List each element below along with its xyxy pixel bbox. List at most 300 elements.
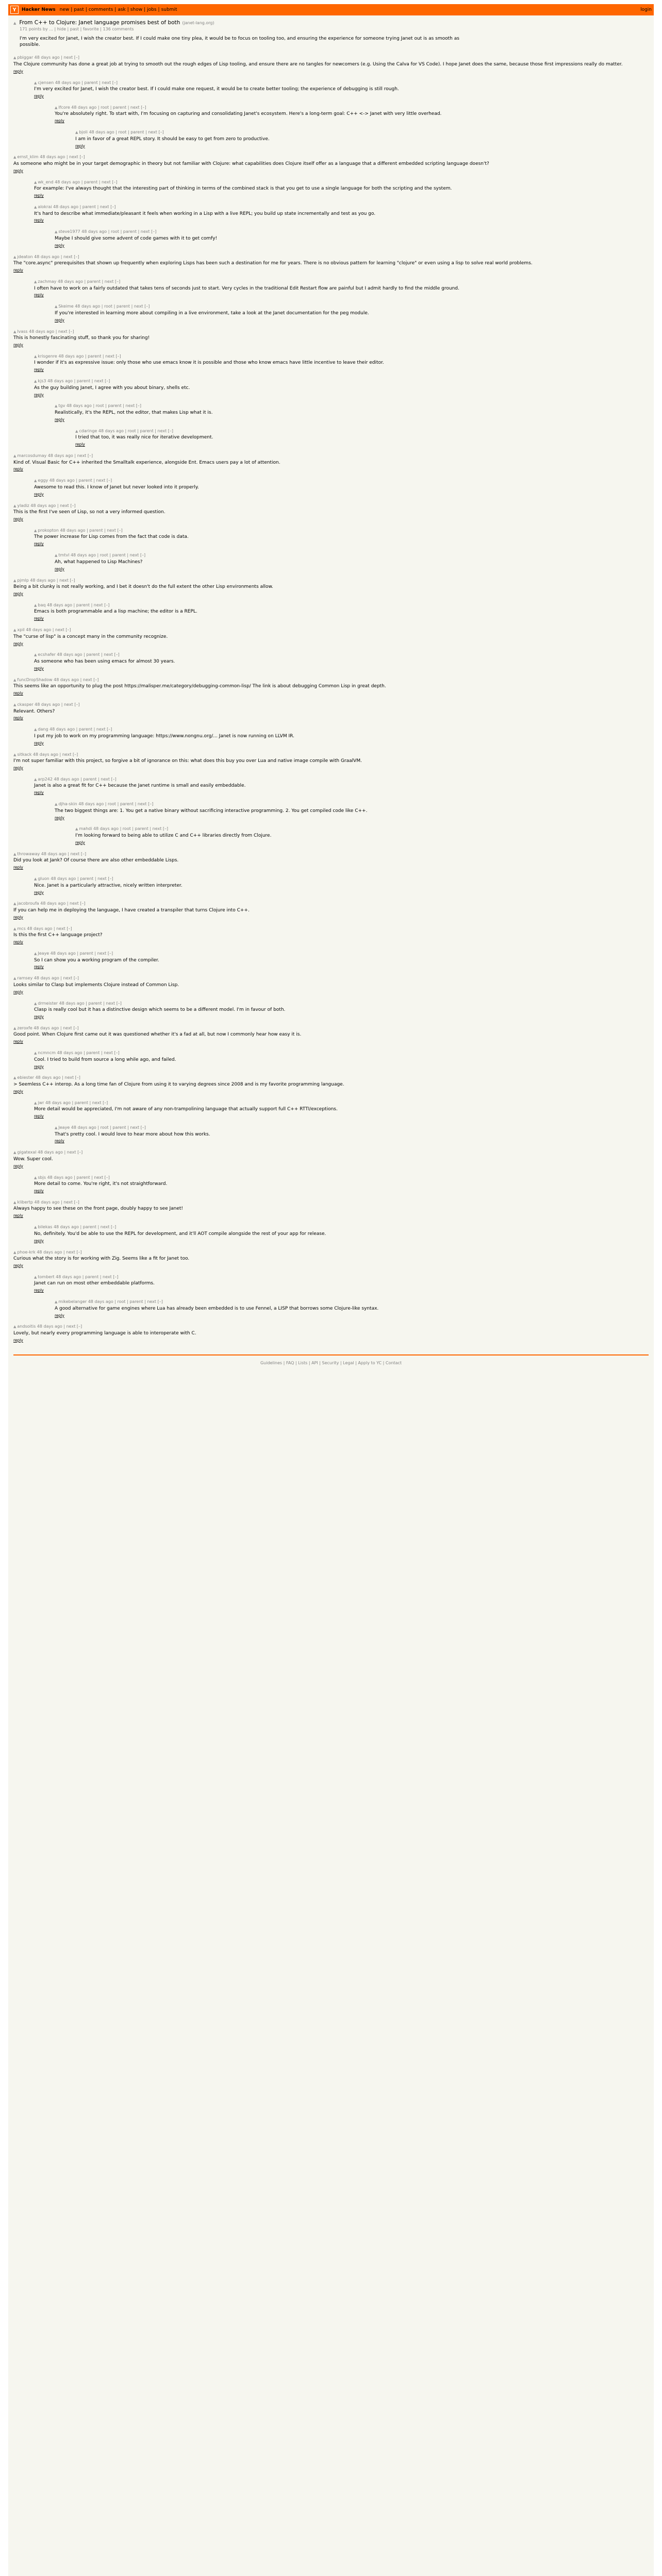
upvote-icon[interactable]: ▲ — [55, 1126, 58, 1130]
comment-meta[interactable] — [55, 802, 649, 807]
upvote-icon[interactable]: ▲ — [55, 230, 58, 234]
comment — [13, 852, 649, 871]
comment-text: Emacs is both programmable and a lisp machine; the editor is a REPL. — [34, 609, 197, 615]
upvote-icon[interactable]: ▲ — [13, 628, 16, 633]
comment-meta[interactable] — [75, 130, 649, 135]
comment — [34, 1175, 649, 1195]
reply-link[interactable]: reply — [13, 591, 23, 596]
nav-link-past[interactable]: past — [74, 7, 84, 12]
upvote-icon[interactable]: ▲ — [13, 255, 16, 259]
upvote-icon[interactable]: ▲ — [34, 180, 37, 184]
comment-meta-text: Skeime 48 days ago | root | parent | next [–] — [58, 304, 150, 309]
comment-meta-text: steve1977 48 days ago | root | parent | next [–] — [58, 229, 157, 234]
reply-link[interactable]: reply — [34, 790, 44, 795]
comment-meta[interactable] — [13, 503, 649, 509]
comment-meta-text: wk_end 48 days ago | parent | next [–] — [38, 179, 118, 184]
reply-link[interactable]: reply — [34, 1114, 44, 1119]
reply-link[interactable]: reply — [34, 193, 44, 198]
comment-meta-text: mahdi 48 days ago | root | parent | next [–] — [79, 826, 169, 832]
upvote-icon[interactable]: ▲ — [13, 56, 16, 60]
reply-link[interactable]: reply — [13, 268, 23, 273]
comment-meta-text: Jeaye 48 days ago | parent | next [–] — [38, 951, 113, 956]
comment — [34, 279, 649, 299]
reply-link[interactable]: reply — [13, 641, 23, 646]
nav-separator: | — [114, 7, 117, 12]
reply-link[interactable]: reply — [75, 442, 85, 447]
reply-link[interactable]: reply — [34, 1064, 44, 1069]
comment-meta[interactable] — [13, 852, 649, 857]
upvote-icon[interactable]: ▲ — [13, 21, 16, 25]
upvote-icon[interactable]: ▲ — [34, 603, 37, 607]
nav-link-comments[interactable]: comments — [88, 7, 113, 12]
comment-meta-text: pbiggar 48 days ago | next [–] — [17, 55, 79, 60]
comment-text: I wonder if it's as expressive issue: only those who use emacs know it is possible and those who know emacs have little incentive to leave their editor. — [34, 360, 384, 366]
upvote-icon[interactable]: ▲ — [34, 205, 37, 210]
comment-text: Kind of. Visual Basic for C++ inherited the Smalltalk experience, alongside Ent. Emacs users pay a lot of attention. — [13, 460, 280, 465]
upvote-icon[interactable]: ▲ — [13, 926, 16, 931]
comment — [34, 1100, 649, 1120]
comment-text: Cool. I tried to build from source a long while ago, and failed. — [34, 1057, 176, 1062]
comment — [34, 1001, 649, 1021]
story-text: I'm very excited for Janet, I wish the creator best. If I could make one tiny plea, it would be to focus on tooling too, and ensuring the experience for someone trying Janet out is as smooth as possible. — [20, 36, 459, 48]
comment-meta[interactable] — [34, 354, 649, 360]
comment-meta[interactable] — [13, 1324, 649, 1330]
upvote-icon[interactable]: ▲ — [34, 528, 37, 533]
reply-link[interactable]: reply — [13, 168, 23, 173]
comment-meta-text: klibertp 48 days ago | next [–] — [17, 1199, 79, 1205]
upvote-icon[interactable]: ▲ — [34, 777, 37, 782]
comment-meta-text: ebiester 48 days ago | next [–] — [17, 1075, 80, 1080]
comment-text: As the guy building Janet, I agree with you about binary, shells etc. — [34, 385, 190, 391]
footer: Guidelines | FAQ | Lists | API | Security | Legal | Apply to YC | Contact — [13, 1354, 649, 1365]
comment-meta-text: mikebelanger 48 days ago | root | parent | next [–] — [58, 1299, 163, 1304]
reply-link[interactable]: reply — [13, 691, 23, 696]
comment-text: > Seemless C++ interop. As a long time fan of Clojure from using it to varying degrees since 2008 and is my favorite programming language. — [13, 1082, 344, 1087]
comment-meta[interactable] — [55, 105, 649, 111]
reply-link[interactable]: reply — [55, 417, 64, 422]
comment-meta-text: gigatexal 48 days ago | next [–] — [17, 1150, 83, 1155]
comment-meta-text: andsoitis 48 days ago | next [–] — [17, 1324, 82, 1329]
upvote-icon[interactable]: ▲ — [13, 454, 16, 459]
upvote-icon[interactable]: ▲ — [55, 404, 58, 409]
reply-link[interactable]: reply — [13, 1337, 23, 1343]
comment-meta[interactable] — [13, 1250, 649, 1256]
reply-link[interactable]: reply — [55, 1313, 64, 1318]
reply-link[interactable]: reply — [75, 840, 85, 845]
reply-link[interactable]: reply — [13, 1039, 23, 1044]
comment-meta-text: cjensen 48 days ago | parent | next [–] — [38, 80, 118, 85]
comment-meta-text: yladiz 48 days ago | next [–] — [17, 503, 76, 508]
reply-link[interactable]: reply — [34, 890, 44, 895]
comment-text: I'm looking forward to being able to utilize C and C++ libraries directly from Clojure. — [75, 833, 272, 839]
comment-text: Relevant. Others? — [13, 708, 55, 714]
upvote-icon[interactable]: ▲ — [34, 727, 37, 732]
comment — [34, 205, 649, 224]
site-title[interactable]: Hacker News — [22, 7, 56, 12]
comment-meta-text: ecshafer 48 days ago | parent | next [–] — [38, 652, 120, 657]
comment-meta-text: djha-skin 48 days ago | root | parent | next [–] — [58, 802, 154, 807]
nav-separator: | — [71, 7, 73, 12]
comment-text: The Clojure community has done a great job at trying to smooth out the rough edges of Lisp tooling, and ensure there are no tangles for newcomers (e.g. Using the Calva for VS Code). I hope Janet does the same, because those first impressions really do matter. — [13, 61, 623, 67]
comment — [34, 951, 649, 971]
comment-text: More detail to come. You're right, it's not straightforward. — [34, 1181, 168, 1187]
comment-meta-text: ernst_klim 48 days ago | next [–] — [17, 155, 85, 160]
upvote-icon[interactable]: ▲ — [34, 80, 37, 85]
comment-text: Ah, what happened to Lisp Machines? — [55, 559, 143, 565]
upvote-icon[interactable]: ▲ — [13, 329, 16, 334]
comment-meta-text: xpil 48 days ago | next [–] — [17, 628, 71, 633]
upvote-icon[interactable]: ▲ — [34, 1051, 37, 1056]
reply-link[interactable]: reply — [34, 293, 44, 298]
comment-meta[interactable] — [34, 528, 649, 534]
reply-link[interactable]: reply — [34, 541, 44, 547]
reply-link[interactable]: reply — [34, 94, 44, 98]
comment-meta-text: tmtvl 48 days ago | root | parent | next [–] — [58, 553, 146, 558]
comment-text: A good alternative for game engines where Lua has already been embedded is to use Fennel, a LISP that borrows some Clojure-like syntax. — [55, 1306, 379, 1311]
comment-meta[interactable] — [34, 180, 649, 185]
reply-link[interactable]: reply — [13, 716, 23, 721]
comment-text: The two biggest things are: 1. You get a native binary without sacrificing interactive programming. 2. You get compiled code like C++. — [55, 808, 368, 814]
comment-text: Is this the first C++ language project? — [13, 933, 103, 938]
comment-meta[interactable] — [55, 229, 649, 235]
comment-meta-text: eggy 48 days ago | parent | next [–] — [38, 478, 112, 483]
comment — [75, 826, 649, 846]
comment-meta[interactable] — [34, 1175, 649, 1181]
reply-link[interactable]: reply — [55, 815, 64, 820]
story — [8, 15, 654, 50]
comment-meta-text: bilekas 48 days ago | parent | next [–] — [38, 1225, 117, 1230]
comment — [13, 976, 649, 995]
comment-text: Janet can run on most other embeddable platforms. — [34, 1281, 155, 1286]
upvote-icon[interactable]: ▲ — [13, 902, 16, 906]
upvote-icon[interactable]: ▲ — [34, 951, 37, 956]
comment — [13, 677, 649, 697]
comment-text: I often have to work on a fairly outdated that takes tens of seconds just to start. Very cycles in the traditional Edit Restart flow are painful but I admit hardly to find the middle ground. — [34, 285, 459, 291]
comment — [34, 354, 649, 374]
reply-link[interactable]: reply — [55, 317, 64, 323]
comment-meta[interactable] — [34, 205, 649, 210]
reply-link[interactable]: reply — [13, 1213, 23, 1218]
comment-text: Awesome to read this. I know of Janet but never looked into it properly. — [34, 484, 199, 490]
comment — [55, 802, 649, 821]
comment-meta[interactable] — [13, 578, 649, 584]
comment-meta-text: krisgenre 48 days ago | parent | next [–] — [38, 353, 121, 359]
upvote-icon[interactable]: ▲ — [13, 1200, 16, 1205]
reply-link[interactable]: reply — [75, 143, 85, 148]
comment-meta-text: drmeister 48 days ago | parent | next [–] — [38, 1001, 122, 1006]
upvote-icon[interactable]: ▲ — [13, 677, 16, 682]
upvote-icon[interactable]: ▲ — [75, 429, 78, 433]
comment-meta[interactable] — [13, 926, 649, 932]
comment-meta[interactable] — [13, 453, 649, 459]
reply-link[interactable]: reply — [34, 1238, 44, 1243]
comment-meta-text: tgv 48 days ago | root | parent | next [–] — [58, 403, 142, 409]
upvote-icon[interactable]: ▲ — [34, 1275, 37, 1279]
comment-meta[interactable] — [34, 1001, 649, 1007]
comment-meta[interactable] — [55, 1125, 649, 1131]
comment-text: For example: I've always thought that the interesting part of thinking in terms of the combined stack is that you get to use a single language for both the scripting and the system. — [34, 186, 452, 192]
reply-link[interactable]: reply — [34, 740, 44, 745]
reply-link[interactable]: reply — [34, 616, 44, 621]
upvote-icon[interactable]: ▲ — [13, 752, 16, 757]
comment-meta[interactable] — [34, 1225, 649, 1230]
upvote-icon[interactable]: ▲ — [13, 1076, 16, 1080]
upvote-icon[interactable]: ▲ — [13, 1250, 16, 1255]
upvote-icon[interactable]: ▲ — [75, 827, 78, 832]
reply-link[interactable]: reply — [13, 342, 23, 347]
comment — [55, 1125, 649, 1145]
reply-link[interactable]: reply — [34, 666, 44, 671]
reply-link[interactable]: reply — [55, 566, 64, 571]
comment — [34, 180, 649, 199]
comment-text: More detail would be appreciated, I'm not aware of any non-trampolining language that actually support full C++ RTTI/exceptions. — [34, 1107, 338, 1112]
comment-meta[interactable] — [34, 652, 649, 658]
nav-link-jobs[interactable]: jobs — [147, 7, 157, 12]
comment-text: Maybe I should give some advent of code games with it to get comfy! — [55, 235, 218, 241]
nav-links — [60, 7, 177, 12]
upvote-icon[interactable]: ▲ — [13, 155, 16, 160]
reply-link[interactable]: reply — [55, 1139, 64, 1144]
comment-text: If you're interested in learning more about compiling in a live environment, take a look at the Janet documentation for the peg module. — [55, 310, 369, 316]
comment-meta[interactable] — [13, 628, 649, 633]
comment-text: Being a bit clunky is not really working, and I bet it doesn't do the full extent the other Lisp environments allow. — [13, 584, 273, 590]
comment-meta[interactable] — [34, 379, 649, 384]
upvote-icon[interactable]: ▲ — [34, 1175, 37, 1180]
comment-meta[interactable] — [13, 255, 649, 260]
comment-meta[interactable] — [13, 1026, 649, 1031]
reply-link[interactable]: reply — [34, 492, 44, 497]
login-link[interactable]: login — [640, 7, 652, 12]
comment-text: Curious what the story is for working with Zig. Seems like a fit for Janet too. — [13, 1256, 190, 1262]
comment-meta[interactable] — [55, 553, 649, 558]
nav-link-new[interactable]: new — [59, 7, 70, 12]
upvote-icon[interactable]: ▲ — [13, 1150, 16, 1155]
comment-text: This seems like an opportunity to plug the post https://malisper.me/category/debugging-common-lisp/ The link is about debugging Common Lisp in great depth. — [13, 684, 386, 689]
story-subtext: 171 points by ... | hide | past | favorite | 136 comments — [20, 27, 134, 31]
comment — [13, 255, 649, 274]
comment-meta[interactable] — [13, 901, 649, 907]
comment-meta[interactable] — [13, 55, 649, 61]
comment-meta-text: cdaringe 48 days ago | root | parent | next [–] — [79, 428, 174, 433]
comment-text: Wow. Super cool. — [13, 1156, 53, 1162]
story-title[interactable]: From C++ to Clojure: Janet language promises best of both — [19, 20, 180, 26]
reply-link[interactable]: reply — [13, 1163, 23, 1168]
comment — [34, 727, 649, 747]
reply-link[interactable]: reply — [13, 940, 23, 945]
top-bar — [8, 4, 654, 15]
comment — [13, 1200, 649, 1219]
nav-link-submit[interactable]: submit — [161, 7, 177, 12]
upvote-icon[interactable]: ▲ — [13, 578, 16, 583]
comment-text: The power increase for Lisp comes from the fact that code is data. — [34, 534, 189, 540]
comment — [55, 229, 649, 249]
comment-text: As someone who has been using emacs for almost 30 years. — [34, 658, 175, 664]
nav-link-show[interactable]: show — [130, 7, 143, 12]
comment-text: Good point. When Clojure first came out it was questioned whether it's a fad at all, but now I commonly hear how easy it is. — [13, 1032, 302, 1038]
comment-meta-text: pjmlp 48 days ago | next [–] — [17, 578, 75, 583]
comment-meta-text: mcs 48 days ago | next [–] — [17, 926, 72, 931]
reply-link[interactable]: reply — [34, 367, 44, 372]
upvote-icon[interactable]: ▲ — [55, 553, 58, 558]
y-logo-icon[interactable]: Y — [10, 6, 19, 14]
comment — [34, 1225, 649, 1244]
comment-meta-text: phoe-krk 48 days ago | next [–] — [17, 1249, 82, 1255]
upvote-icon[interactable]: ▲ — [55, 105, 58, 110]
reply-link[interactable]: reply — [34, 218, 44, 223]
comment — [13, 1075, 649, 1095]
reply-link[interactable]: reply — [13, 517, 23, 522]
comment-text: Always happy to see these on the front page, doubly happy to see Janet! — [13, 1206, 184, 1212]
comment — [13, 926, 649, 946]
upvote-icon[interactable]: ▲ — [55, 802, 58, 807]
comment-tree — [8, 50, 654, 1344]
comment-text: Looks similar to Clasp but implements Clojure instead of Common Lisp. — [13, 982, 179, 988]
comment-meta[interactable] — [34, 1100, 649, 1106]
nav-link-ask[interactable]: ask — [118, 7, 126, 12]
comment-text: The "core.async" prerequisites that shown up frequently when exploring Lisps has been such a destination for me for years. There is no obvious pattern for learning "clojure" or even using a lisp to solve real world problems. — [13, 261, 533, 266]
reply-link[interactable]: reply — [13, 467, 23, 472]
upvote-icon[interactable]: ▲ — [13, 703, 16, 707]
comment — [55, 553, 649, 572]
comment — [55, 304, 649, 324]
comment-meta[interactable] — [13, 329, 649, 335]
comment-meta[interactable] — [13, 976, 649, 981]
comment-meta-text: sbjs 48 days ago | parent | next [–] — [38, 1175, 110, 1180]
comment-text: That's pretty cool. I would love to hear more about how this works. — [55, 1131, 210, 1137]
comment-meta[interactable] — [13, 1150, 649, 1156]
upvote-icon[interactable]: ▲ — [13, 503, 16, 508]
comment-meta[interactable] — [13, 1075, 649, 1081]
comment-meta[interactable] — [34, 876, 649, 882]
reply-link[interactable]: reply — [13, 865, 23, 870]
comment-meta[interactable] — [34, 1275, 649, 1280]
comment-text: Janet is also a great fit for C++ because the Janet runtime is small and easily embeddable. — [34, 783, 246, 789]
upvote-icon[interactable]: ▲ — [34, 379, 37, 384]
comment-meta[interactable] — [55, 403, 649, 409]
comment-meta[interactable] — [55, 304, 649, 310]
upvote-icon[interactable]: ▲ — [34, 877, 37, 882]
reply-link[interactable]: reply — [34, 392, 44, 397]
reply-link[interactable]: reply — [13, 914, 23, 920]
upvote-icon[interactable]: ▲ — [34, 1225, 37, 1230]
comment-meta[interactable] — [13, 155, 649, 160]
comment — [55, 1299, 649, 1319]
comment-meta[interactable] — [55, 1299, 649, 1305]
comment — [34, 1275, 649, 1294]
comment — [13, 628, 649, 647]
comment — [34, 652, 649, 672]
reply-link[interactable]: reply — [34, 1189, 44, 1194]
comment-meta-text: lfcore 48 days ago | root | parent | next [–] — [58, 105, 146, 110]
comment-meta[interactable] — [34, 478, 649, 484]
reply-link[interactable]: reply — [13, 989, 23, 994]
comment — [34, 603, 649, 622]
upvote-icon[interactable]: ▲ — [13, 1026, 16, 1030]
comment-meta[interactable] — [34, 1050, 649, 1056]
upvote-icon[interactable]: ▲ — [75, 130, 78, 135]
comment-meta[interactable] — [13, 752, 649, 758]
comment-meta-text: zeroxfe 48 days ago | next [–] — [17, 1025, 79, 1030]
upvote-icon[interactable]: ▲ — [34, 653, 37, 657]
comment-meta[interactable] — [34, 727, 649, 733]
reply-link[interactable]: reply — [34, 964, 44, 970]
comment-meta[interactable] — [13, 1200, 649, 1206]
comment-text: This is the first I've seen of Lisp, so not a very informed question. — [13, 510, 166, 515]
reply-link[interactable]: reply — [55, 118, 64, 124]
upvote-icon[interactable]: ▲ — [55, 304, 58, 309]
comment-text: I am in favor of a great REPL story. It should be easy to get from zero to productive. — [75, 136, 270, 142]
comment-text: This is honestly fascinating stuff, so thank you for sharing! — [13, 335, 150, 341]
comment — [34, 528, 649, 548]
comment-meta-text: lvass 48 days ago | next [–] — [17, 329, 74, 334]
upvote-icon[interactable]: ▲ — [34, 1001, 37, 1006]
comment-meta[interactable] — [34, 603, 649, 608]
comment-text: I tried that too, it was really nice for iterative development. — [75, 435, 213, 440]
comment-meta-text: kjs3 48 days ago | parent | next [–] — [38, 379, 110, 384]
comment — [34, 379, 649, 398]
comment-meta-text: jacobroufa 48 days ago | next [–] — [17, 901, 86, 906]
comment-meta[interactable] — [34, 279, 649, 285]
upvote-icon[interactable]: ▲ — [13, 852, 16, 856]
upvote-icon[interactable]: ▲ — [34, 354, 37, 359]
story-domain[interactable]: (janet-lang.org) — [182, 21, 214, 25]
comment-text: If you can help me in deploying the language, I have created a transpiler that turns Clojure into C++. — [13, 907, 250, 913]
comment-meta-text: sitkack 48 days ago | next [–] — [17, 752, 78, 757]
comment — [13, 1324, 649, 1344]
page — [8, 4, 654, 2576]
nav-separator: | — [85, 7, 87, 12]
upvote-icon[interactable]: ▲ — [13, 976, 16, 981]
comment — [13, 1150, 649, 1170]
comment-meta-text: throwaway 48 days ago | next [–] — [17, 851, 87, 856]
comment-meta[interactable] — [13, 702, 649, 708]
reply-link[interactable]: reply — [34, 1014, 44, 1019]
comment-meta[interactable] — [34, 951, 649, 957]
upvote-icon[interactable]: ▲ — [34, 479, 37, 483]
comment — [34, 80, 649, 100]
comment-meta-text: tombert 48 days ago | parent | next [–] — [38, 1274, 119, 1279]
comment-meta[interactable] — [75, 429, 649, 434]
upvote-icon[interactable]: ▲ — [13, 1325, 16, 1329]
upvote-icon[interactable]: ▲ — [34, 279, 37, 284]
comment-meta-text: alokrai 48 days ago | parent | next [–] — [38, 205, 116, 210]
upvote-icon[interactable]: ▲ — [55, 1300, 58, 1304]
reply-link[interactable]: reply — [34, 1288, 44, 1293]
comment-meta[interactable] — [34, 80, 649, 86]
upvote-icon[interactable]: ▲ — [34, 1100, 37, 1105]
nav-separator: | — [158, 7, 160, 12]
comment-meta[interactable] — [75, 826, 649, 832]
comment-text: You're absolutely right. To start with, I'm focusing on capturing and consolidating Janet's ecosystem. Here's a long-term goal: C++ <-> Janet with very little overhead. — [55, 111, 442, 117]
reply-link[interactable]: reply — [55, 243, 64, 248]
comment-meta[interactable] — [34, 777, 649, 783]
comment — [75, 429, 649, 448]
comment-text: Did you look at Jank? Of course there are also other embeddable Lisps. — [13, 858, 179, 863]
reply-link[interactable]: reply — [13, 1263, 23, 1268]
comment-meta-text: arp242 48 days ago | parent | next [–] — [38, 776, 117, 782]
reply-link[interactable]: reply — [13, 766, 23, 771]
comment-meta-text: prokopton 48 days ago | parent | next [–] — [38, 528, 123, 533]
comment-text: As someone who might be in your target demographic in theory but not familiar with Clojure: what capabilities does Clojure itself offer as a language that a different embedded scripting language doesn't? — [13, 161, 489, 167]
comment-meta-text: bjoli 48 days ago | root | parent | next [–] — [79, 130, 164, 135]
reply-link[interactable]: reply — [13, 1089, 23, 1094]
comment — [75, 130, 649, 149]
comment-meta-text: gluon 48 days ago | parent | next [–] — [38, 876, 113, 882]
reply-link[interactable]: reply — [13, 69, 23, 74]
comment — [13, 503, 649, 523]
comment-meta-text: funcDropShadow 48 days ago | next [–] — [17, 677, 99, 682]
comment-meta[interactable] — [13, 677, 649, 683]
